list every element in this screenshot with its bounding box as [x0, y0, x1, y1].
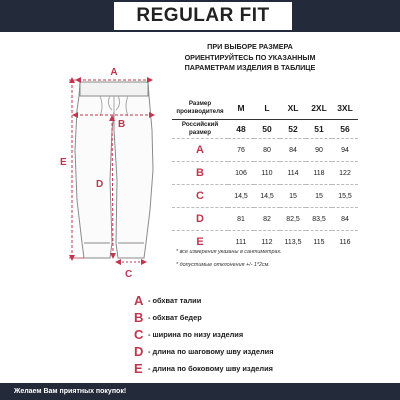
legend-item — [134, 326, 274, 343]
size-cell: M — [228, 97, 254, 120]
instruction-line: ОРИЕНТИРУЙТЕСЬ ПО УКАЗАННЫМ — [184, 52, 316, 62]
legend-text: - длина по шаговому шву изделия — [148, 347, 274, 356]
measurement-notes — [176, 246, 282, 272]
legend-letter: B — [134, 310, 144, 325]
legend-text: - длина по боковому шву изделия — [148, 364, 273, 373]
table-cell: 111 — [228, 231, 254, 254]
table-cell: 112 — [254, 231, 280, 254]
size-instructions — [160, 42, 340, 74]
size-cell: XL — [280, 97, 306, 120]
row-letter: A — [172, 139, 228, 162]
table-cell: 82,5 — [280, 208, 306, 231]
table-cell: 116 — [332, 231, 358, 254]
footer-bar — [0, 383, 400, 400]
ru-size-cell: 51 — [314, 124, 324, 134]
legend-item — [134, 343, 274, 360]
table-cell: 15 — [306, 185, 332, 208]
legend-text: - обхват бедер — [148, 313, 202, 322]
table-row — [172, 185, 358, 208]
table-cell: 14,5 — [228, 185, 254, 208]
table-cell: 82 — [254, 208, 280, 231]
table-row — [172, 162, 358, 185]
table-cell: 14,5 — [254, 185, 280, 208]
figure-label-e: E — [60, 157, 67, 168]
ru-size-label: Российский размер — [181, 121, 219, 136]
ru-size-cell: 52 — [288, 124, 298, 134]
table-cell: 80 — [254, 139, 280, 162]
table-cell: 122 — [332, 162, 358, 185]
legend-item — [134, 309, 274, 326]
legend-text: - ширина по низу изделия — [148, 330, 244, 339]
legend-item — [134, 292, 274, 309]
legend-letter: D — [134, 344, 144, 359]
figure-label-c: C — [125, 269, 133, 280]
size-header-label: Размер производителя — [172, 97, 228, 120]
pants-outline — [75, 82, 153, 258]
table-cell: 106 — [228, 162, 254, 185]
table-cell: 110 — [254, 162, 280, 185]
ru-size-cell: 48 — [236, 124, 246, 134]
instruction-line: ПАРАМЕТРАМ ИЗДЕЛИЯ В ТАБЛИЦЕ — [184, 63, 316, 72]
instruction-line: ПРИ ВЫБОРЕ РАЗМЕРА — [207, 42, 293, 51]
note-line: * допустимые отклонения +/- 1*2см. — [176, 262, 270, 268]
table-row — [172, 208, 358, 231]
size-cell: 2XL — [306, 97, 332, 120]
legend-letter: E — [134, 361, 143, 376]
figure-label-a: A — [110, 67, 118, 78]
table-cell: 118 — [306, 162, 332, 185]
header-bar — [0, 0, 400, 32]
size-cell: 3XL — [332, 97, 358, 120]
table-cell: 15,5 — [332, 185, 358, 208]
figure-label-b: B — [118, 119, 126, 130]
table-cell: 114 — [280, 162, 306, 185]
table-cell: 84 — [332, 208, 358, 231]
table-cell: 94 — [332, 139, 358, 162]
table-cell: 84 — [280, 139, 306, 162]
table-row — [172, 139, 358, 162]
measurement-legend — [134, 292, 274, 377]
legend-text: - обхват талии — [148, 296, 202, 305]
note-line: * все измерения указаны в сантиметрах. — [176, 249, 282, 255]
pants-diagram — [0, 60, 160, 285]
page-title: REGULAR FIT — [114, 2, 292, 30]
size-header-row — [172, 97, 358, 120]
table-cell: 90 — [306, 139, 332, 162]
table-cell: 81 — [228, 208, 254, 231]
size-table — [172, 97, 358, 253]
table-cell: 76 — [228, 139, 254, 162]
legend-letter: C — [134, 327, 144, 342]
footer-text: Желаем Вам приятных покупок! — [14, 388, 127, 395]
legend-letter: A — [134, 293, 144, 308]
table-cell: 83,5 — [306, 208, 332, 231]
row-letter: C — [172, 185, 228, 208]
table-cell: 15 — [280, 185, 306, 208]
figure-label-d: D — [96, 179, 104, 190]
table-cell: 115 — [306, 231, 332, 254]
table-cell: 113,5 — [280, 231, 306, 254]
ru-size-cell: 50 — [262, 124, 272, 134]
size-cell: L — [254, 97, 280, 120]
legend-item — [134, 360, 274, 377]
ru-size-row — [172, 120, 358, 139]
ru-size-cell: 56 — [340, 124, 350, 134]
row-letter: B — [172, 162, 228, 185]
row-letter: E — [172, 231, 228, 254]
row-letter: D — [172, 208, 228, 231]
